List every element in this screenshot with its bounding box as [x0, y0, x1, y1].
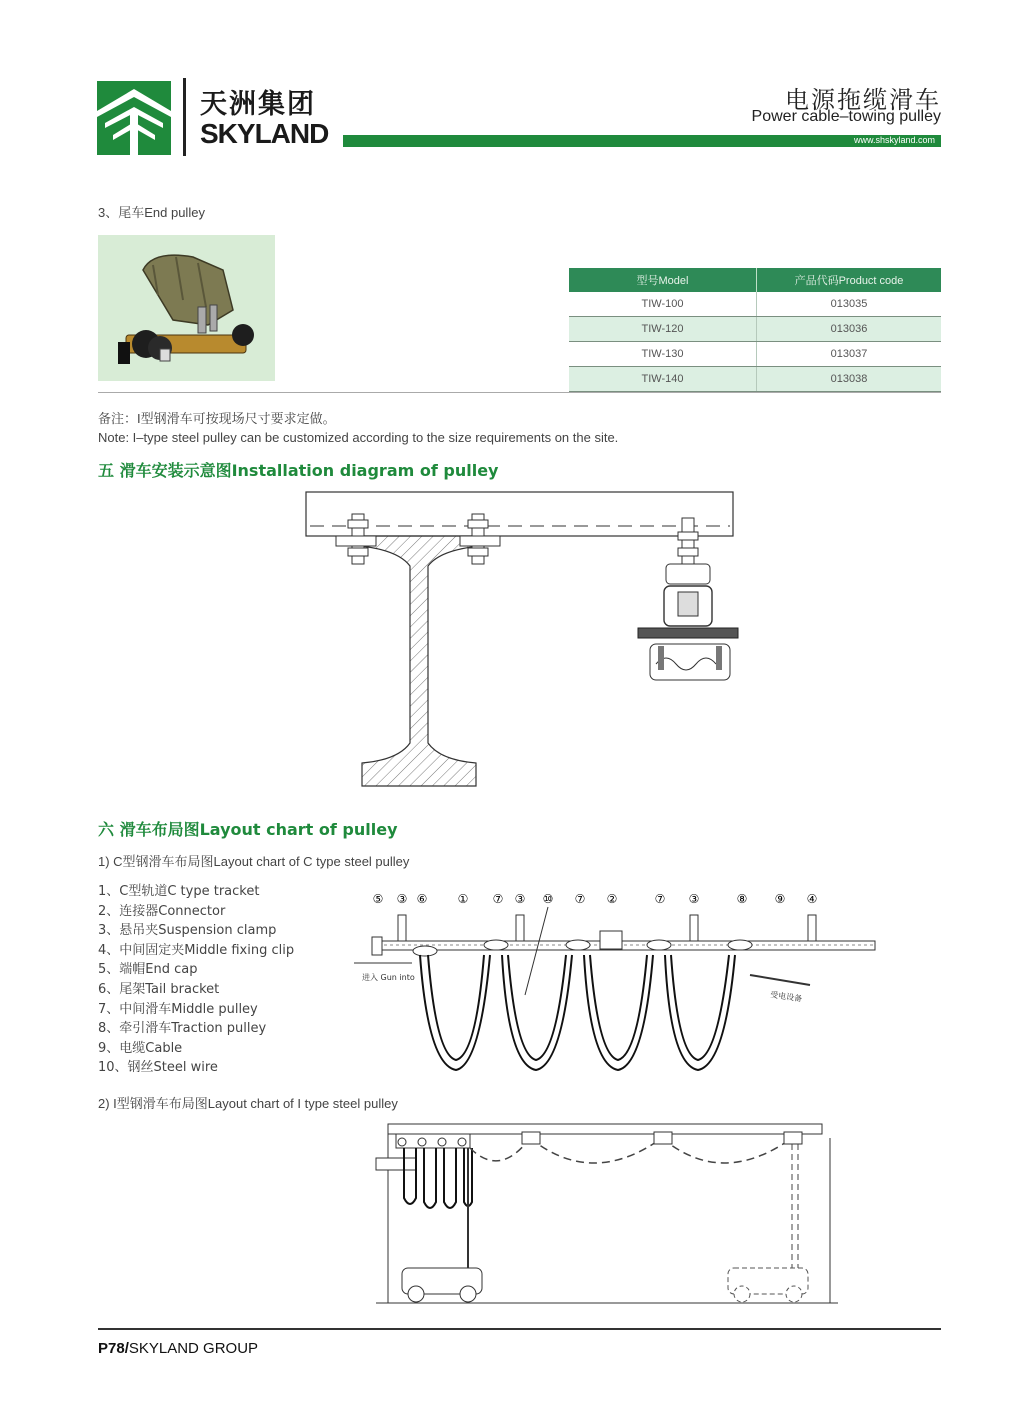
callout-label: ④	[806, 892, 818, 906]
table-cell: 013036	[757, 317, 942, 342]
callout-label: ⑧	[736, 892, 748, 906]
c-type-layout-diagram	[350, 885, 880, 1080]
end-pulley-caption: 3、尾车End pulley	[98, 205, 205, 220]
brand-name-cn: 天洲集团	[200, 89, 316, 120]
callout-label: ③	[396, 892, 408, 906]
table-cell: TIW-130	[569, 342, 757, 367]
end-pulley-photo	[98, 235, 275, 381]
table-cell: TIW-120	[569, 317, 757, 342]
column-header-product-code: 产品代码Product code	[757, 268, 942, 292]
callout-label: ③	[688, 892, 700, 906]
skyland-logo-icon	[97, 81, 171, 155]
callout-label: ⑩	[542, 892, 554, 906]
section-divider	[98, 392, 941, 393]
logo-divider	[183, 78, 186, 156]
table-row	[569, 367, 941, 392]
footer-divider	[98, 1328, 941, 1330]
header-green-bar	[343, 135, 941, 147]
column-header-model: 型号Model	[569, 268, 757, 292]
legend-item: 9、电缆Cable	[98, 1040, 183, 1056]
callout-label: ③	[514, 892, 526, 906]
callout-label: ⑨	[774, 892, 786, 906]
table-header-row	[569, 268, 941, 292]
footer-page-label	[98, 1340, 258, 1357]
table-row	[569, 317, 941, 342]
callout-label: ⑦	[654, 892, 666, 906]
legend-item: 10、钢丝Steel wire	[98, 1060, 218, 1076]
legend-item: 6、尾架Tail bracket	[98, 981, 220, 997]
legend-item: 2、连接器Connector	[98, 903, 226, 919]
brand-name-en: SKYLAND	[200, 118, 329, 149]
table-cell: 013038	[757, 367, 942, 392]
table-cell: TIW-100	[569, 292, 757, 317]
legend-item: 8、牵引滑车Traction pulley	[98, 1021, 267, 1037]
layout-c-type-subtitle: 1) C型钢滑车布局图Layout chart of C type steel pulley	[98, 854, 410, 869]
equipment-label: 受电设备	[769, 990, 803, 1004]
table-cell: 013037	[757, 342, 942, 367]
website-url: www.shskyland.com	[853, 135, 935, 145]
legend-item: 7、中间滑车Middle pulley	[98, 1001, 258, 1017]
table-row	[569, 342, 941, 367]
section-title-layout: 六 滑车布局图Layout chart of pulley	[98, 820, 398, 839]
footer-group: SKYLAND GROUP	[128, 1340, 259, 1357]
gun-into-label: 进入 Gun into	[362, 973, 415, 982]
callout-label: ①	[457, 892, 469, 906]
note-cn: 备注：I型钢滑车可按现场尺寸要求定做。	[98, 411, 336, 426]
note-en: Note: I–type steel pulley can be customized according to the size requirements on the site.	[98, 430, 619, 445]
callout-label: ⑥	[416, 892, 428, 906]
callout-label: ⑤	[372, 892, 384, 906]
layout-i-type-subtitle: 2) I型钢滑车布局图Layout chart of I type steel pulley	[98, 1096, 398, 1111]
legend-item: 3、悬吊夹Suspension clamp	[98, 923, 277, 939]
callout-label: ⑦	[492, 892, 504, 906]
callout-label: ②	[606, 892, 618, 906]
legend-list	[98, 882, 294, 1078]
page-number: P78/	[98, 1340, 129, 1357]
model-table	[569, 268, 941, 392]
table-row	[569, 292, 941, 317]
legend-item: 1、C型轨道C type tracket	[98, 884, 260, 899]
installation-diagram	[300, 488, 740, 793]
table-cell: TIW-140	[569, 367, 757, 392]
section-title-installation: 五 滑车安装示意图Installation diagram of pulley	[98, 461, 499, 480]
table-cell: 013035	[757, 292, 942, 317]
page-title-en: Power cable–towing pulley	[751, 108, 941, 125]
legend-item: 4、中间固定夹Middle fixing clip	[98, 942, 295, 958]
i-type-layout-diagram	[372, 1118, 842, 1308]
page-title-cn: 电源拖缆滑车	[785, 86, 941, 114]
legend-item: 5、端帽End cap	[98, 962, 198, 978]
callout-label: ⑦	[574, 892, 586, 906]
